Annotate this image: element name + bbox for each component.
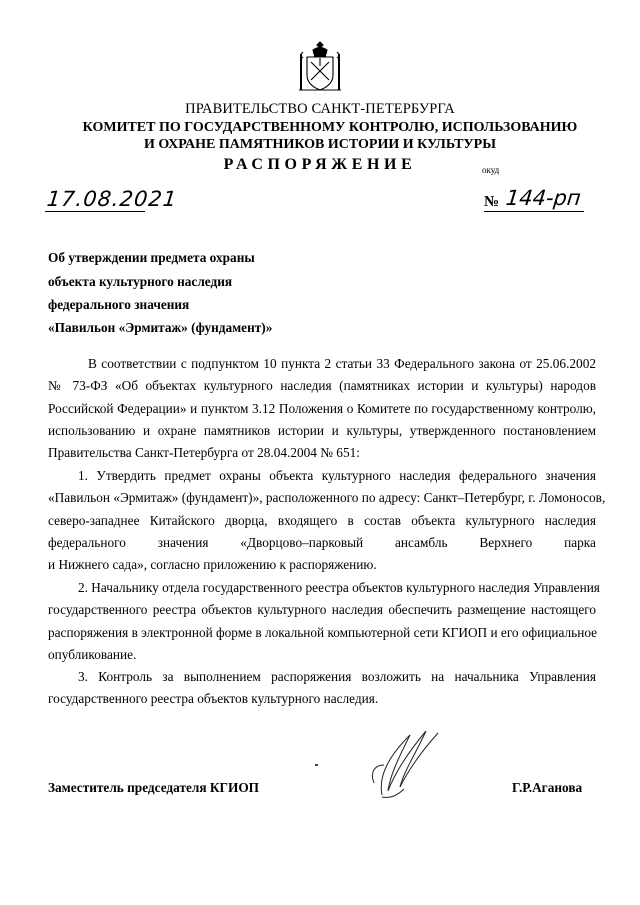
- ink-mark: [315, 764, 318, 766]
- number-sign: №: [484, 194, 500, 210]
- signatory-name: Г.Р.Аганова: [512, 780, 583, 795]
- text-word: Верхнего: [479, 534, 533, 550]
- text-line: В соответствии с подпунктом 10 пункта 2 статьи 33 Федерального закона от 25.06.2002: [88, 356, 596, 371]
- okud-label: окуд: [482, 165, 500, 175]
- text-word: значения: [157, 534, 209, 550]
- text-line: северо-западнее Китайского дворца, входящего в состав объекта культурного наследия: [48, 512, 596, 528]
- text-line: и Нижнего сада», согласно приложению к распоряжению.: [48, 557, 377, 573]
- text-line: 1. Утвердить предмет охраны объекта культурного наследия федерального значения: [78, 468, 596, 483]
- text-line: использованию и охране памятников истории и культуры, утвержденного постановлением: [48, 422, 596, 438]
- handwritten-signature: [360, 725, 450, 805]
- text-word: «Дворцово–парковый: [240, 534, 364, 550]
- text-line: № 73-ФЗ «Об объектах культурного наследия (памятниках истории и культуры) народов: [48, 378, 596, 394]
- government-name: ПРАВИТЕЛЬСТВО САНКТ-ПЕТЕРБУРГА: [185, 101, 455, 117]
- item-1-paragraph: [48, 465, 606, 576]
- subject-line: объекта культурного наследия: [48, 274, 233, 289]
- text-line: Российской Федерации» и пунктом 3.12 Положения о Комитете по государственному контролю,: [48, 400, 596, 416]
- text-line: распоряжения в электронной форме в локальной компьютерной сети КГИОП и его официальное: [48, 624, 598, 640]
- text-line: «Павильон «Эрмитаж» (фундамент)», расположенного по адресу: Санкт–Петербург, г. Ломоносов,: [48, 490, 606, 506]
- document-date: 17.08.2021: [45, 187, 179, 211]
- subject-line: Об утверждении предмета охраны: [48, 250, 255, 265]
- subject-line: федерального значения: [48, 297, 190, 312]
- number-underline: [484, 211, 584, 212]
- text-word: парка: [564, 534, 596, 550]
- committee-name-line1: КОМИТЕТ ПО ГОСУДАРСТВЕННОМУ КОНТРОЛЮ, ИСПОЛЬЗОВАНИЮ: [82, 120, 578, 135]
- text-line: государственного реестра объектов культурного наследия обеспечить размещение настоящего: [48, 602, 596, 618]
- document-number: 144-рп: [504, 186, 582, 210]
- text-word: федерального: [48, 534, 126, 550]
- committee-name-line2: И ОХРАНЕ ПАМЯТНИКОВ ИСТОРИИ И КУЛЬТУРЫ: [144, 137, 496, 152]
- item-3-paragraph: [48, 666, 596, 711]
- text-line: опубликование.: [48, 646, 137, 662]
- document-type-title: РАСПОРЯЖЕНИЕ: [223, 156, 417, 173]
- text-line: 3. Контроль за выполнением распоряжения возложить на начальника Управления: [78, 669, 596, 684]
- signatory-title: Заместитель председателя КГИОП: [48, 780, 260, 795]
- text-word: ансамбль: [395, 534, 448, 550]
- date-underline: [45, 211, 145, 212]
- item-2-paragraph: [48, 577, 600, 666]
- text-line: [48, 532, 596, 554]
- text-line: 2. Начальнику отдела государственного реестра объектов культурного наследия Управления: [78, 580, 600, 595]
- intro-paragraph: [48, 353, 596, 464]
- coat-of-arms-emblem: [298, 40, 342, 94]
- text-line: Правительства Санкт-Петербурга от 28.04.2004 № 651:: [48, 445, 360, 461]
- text-line: государственного реестра объектов культурного наследия.: [48, 691, 379, 707]
- subject-line: «Павильон «Эрмитаж» (фундамент)»: [48, 320, 273, 335]
